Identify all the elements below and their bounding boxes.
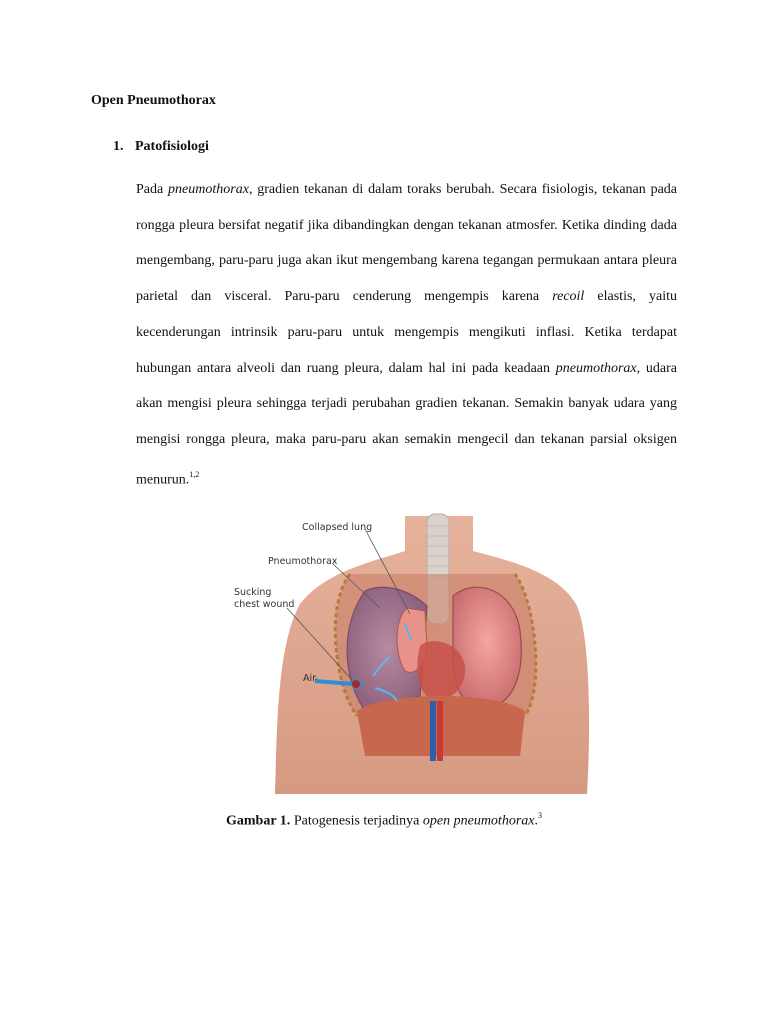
anatomy-illustration [215,496,593,794]
paragraph-text: Pada [136,182,169,197]
paragraph-text: , udara akan mengisi pleura sehingga terjadi perubahan gradien tekanan. Semakin banyak udara yang mengisi rongga pleura, maka paru-paru akan semakin mengecil dan tekanan parsial oksigen menurun. [136,360,678,488]
italic-term: recoil [552,289,585,305]
italic-term: pneumothorax [168,182,249,197]
italic-term: pneumothorax [555,360,637,376]
illustration-svg [215,496,593,794]
caption-italic: open pneumothorax [422,813,535,829]
figure-caption [0,812,768,830]
label-collapsed-lung: Collapsed lung [302,522,373,533]
body-paragraph [136,172,677,498]
paragraph-text: , gradien tekanan di dalam toraks berubah. Secara fisiologis, tekanan pada rongga pleura bersifat negatif jika dibandingkan dengan tekanan atmosfer. Ketika dinding dada mengembang, paru-paru juga akan ikut mengembang karena tegangan permukaan antara pleura parietal dan visceral. Paru-paru cenderung mengempis karena [136,182,677,305]
caption-label: Gambar 1. [226,813,291,829]
healthy-lung [453,587,521,708]
section-title: Patofisiologi [135,139,209,154]
page-title: Open Pneumothorax [91,93,216,108]
caption-text: Patogenesis terjadinya [290,813,423,829]
label-sucking: Sucking [234,587,272,598]
section-number: 1. [113,139,124,154]
paragraph-text: elastis, yaitu kecenderungan intrinsik paru-paru untuk mengempis mengikuti inflasi. Ketika terdapat hubungan antara alveoli dan ruang pleura, dalam hal ini pada keadaan [136,289,677,376]
label-pneumothorax: Pneumothorax [268,556,338,567]
section-heading [113,139,209,155]
label-chest-wound: chest wound [234,599,295,610]
reference-superscript: 1,2 [189,469,200,479]
caption-period: . [534,813,538,829]
caption-reference: 3 [537,811,542,820]
label-air: Air [303,673,317,684]
